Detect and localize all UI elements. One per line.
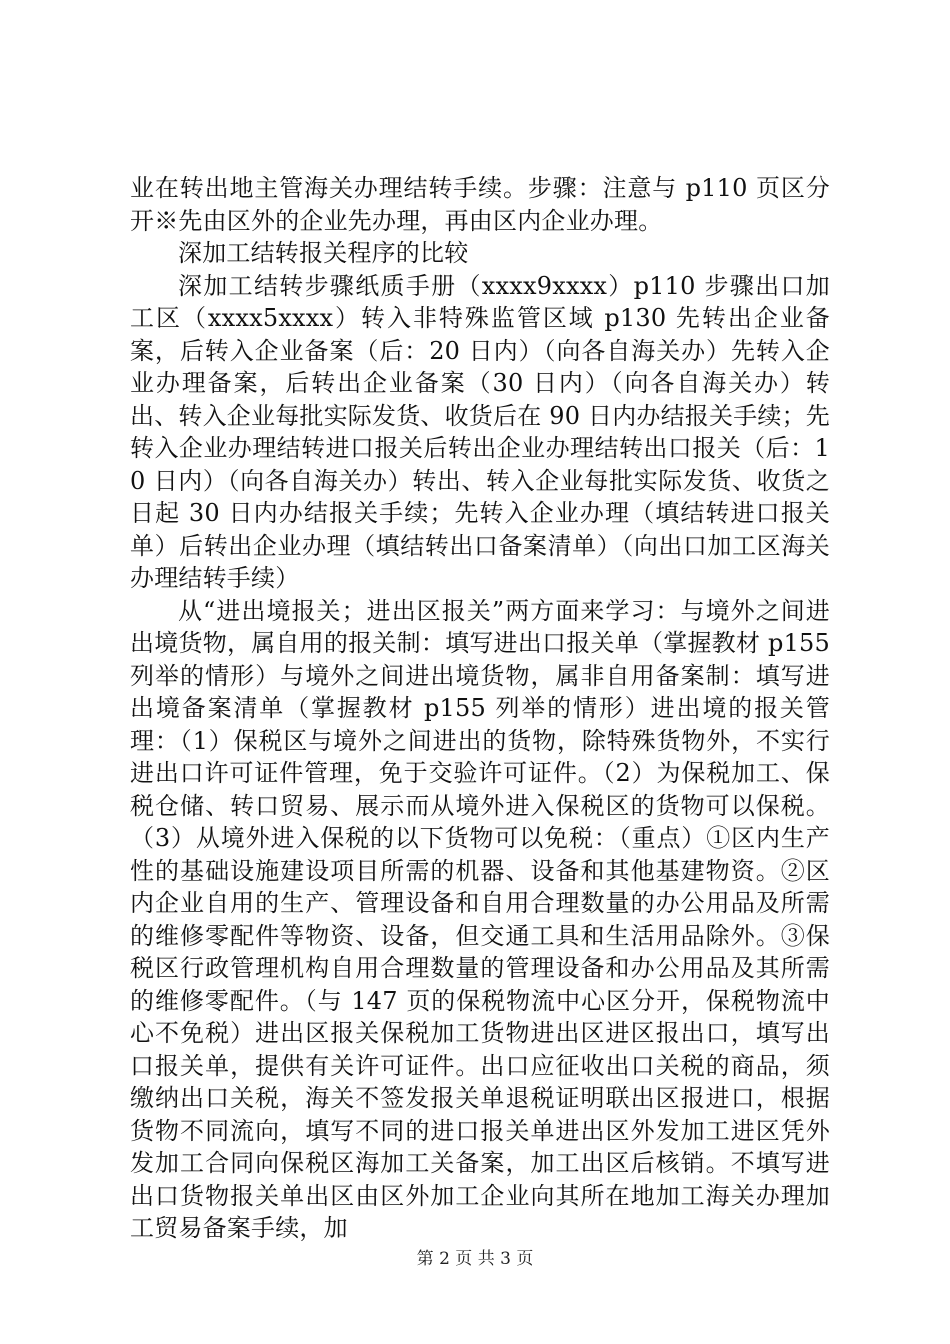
- page-number-label: 第 2 页 共 3 页: [416, 1249, 534, 1269]
- paragraph-bonded-zone-declaration: 从“进出境报关；进出区报关”两方面来学习：与境外之间进出境货物，属自用的报关制：填写进出口报关单（掌握教材 p155 列举的情形）与境外之间进出境货物，属非自用备案制：填写进出境备案清单（掌握教材 p155 列举的情形）进出境的报关管理：（1）保税区与境外之间进出的货物，除特殊货物外，不实行进出口许可证件管理，免于交验许可证件。（2）为保税加工、保税仓储、转口贸易、展示而从境外进入保税区的货物可以保税。（3）从境外进入保税的以下货物可以免税：（重点）①区内生产性的基础设施建设项目所需的机器、设备和其他基建物资。②区内企业自用的生产、管理设备和自用合理数量的办公用品及所需的维修零配件等物资、设备，但交通工具和生活用品除外。③保税区行政管理机构自用合理数量的管理设备和办公用品及其所需的维修零配件。（与 147 页的保税物流中心区分开，保税物流中心不免税）进出区报关保税加工货物进出区进区报出口，填写出口报关单，提供有关许可证件。出口应征收出口关税的商品，须缴纳出口关税，海关不签发报关单退税证明联出区报进口，根据货物不同流向，填写不同的进口报关单进出区外发加工进区凭外发加工合同向保税区海加工关备案，加工出区后核销。不填写进出口货物报关单出区由区外加工企业向其所在地加工海关办理加工贸易备案手续，加: [130, 596, 830, 1242]
- page-footer: [0, 1244, 950, 1269]
- paragraph-deep-processing-comparison: 深加工结转步骤纸质手册（xxxx9xxxx）p110 步骤出口加工区（xxxx5xxxx）转入非特殊监管区域 p130 先转出企业备案，后转入企业备案（后：20 日内）（向各自海关办）先转入企业办理备案，后转出企业备案（30 日内）（向各自海关办）转出、转入企业每批实际发货、收货后在 90 日内办结报关手续；先转入企业办理结转进口报关后转出企业办理结转出口报关（后：10 日内）（向各自海关办）转出、转入企业每批实际发货、收货之日起 30 日内办结报关手续；先转入企业办理（填结转进口报关单）后转出企业办理（填结转出口备案清单）（向出口加工区海关办理结转手续）: [130, 271, 830, 592]
- paragraph-continuation: 业在转出地主管海关办理结转手续。步骤：注意与 p110 页区分开※先由区外的企业先办理，再由区内企业办理。: [130, 174, 830, 235]
- section-heading: 深加工结转报关程序的比较: [178, 239, 469, 267]
- document-body: [130, 172, 830, 1245]
